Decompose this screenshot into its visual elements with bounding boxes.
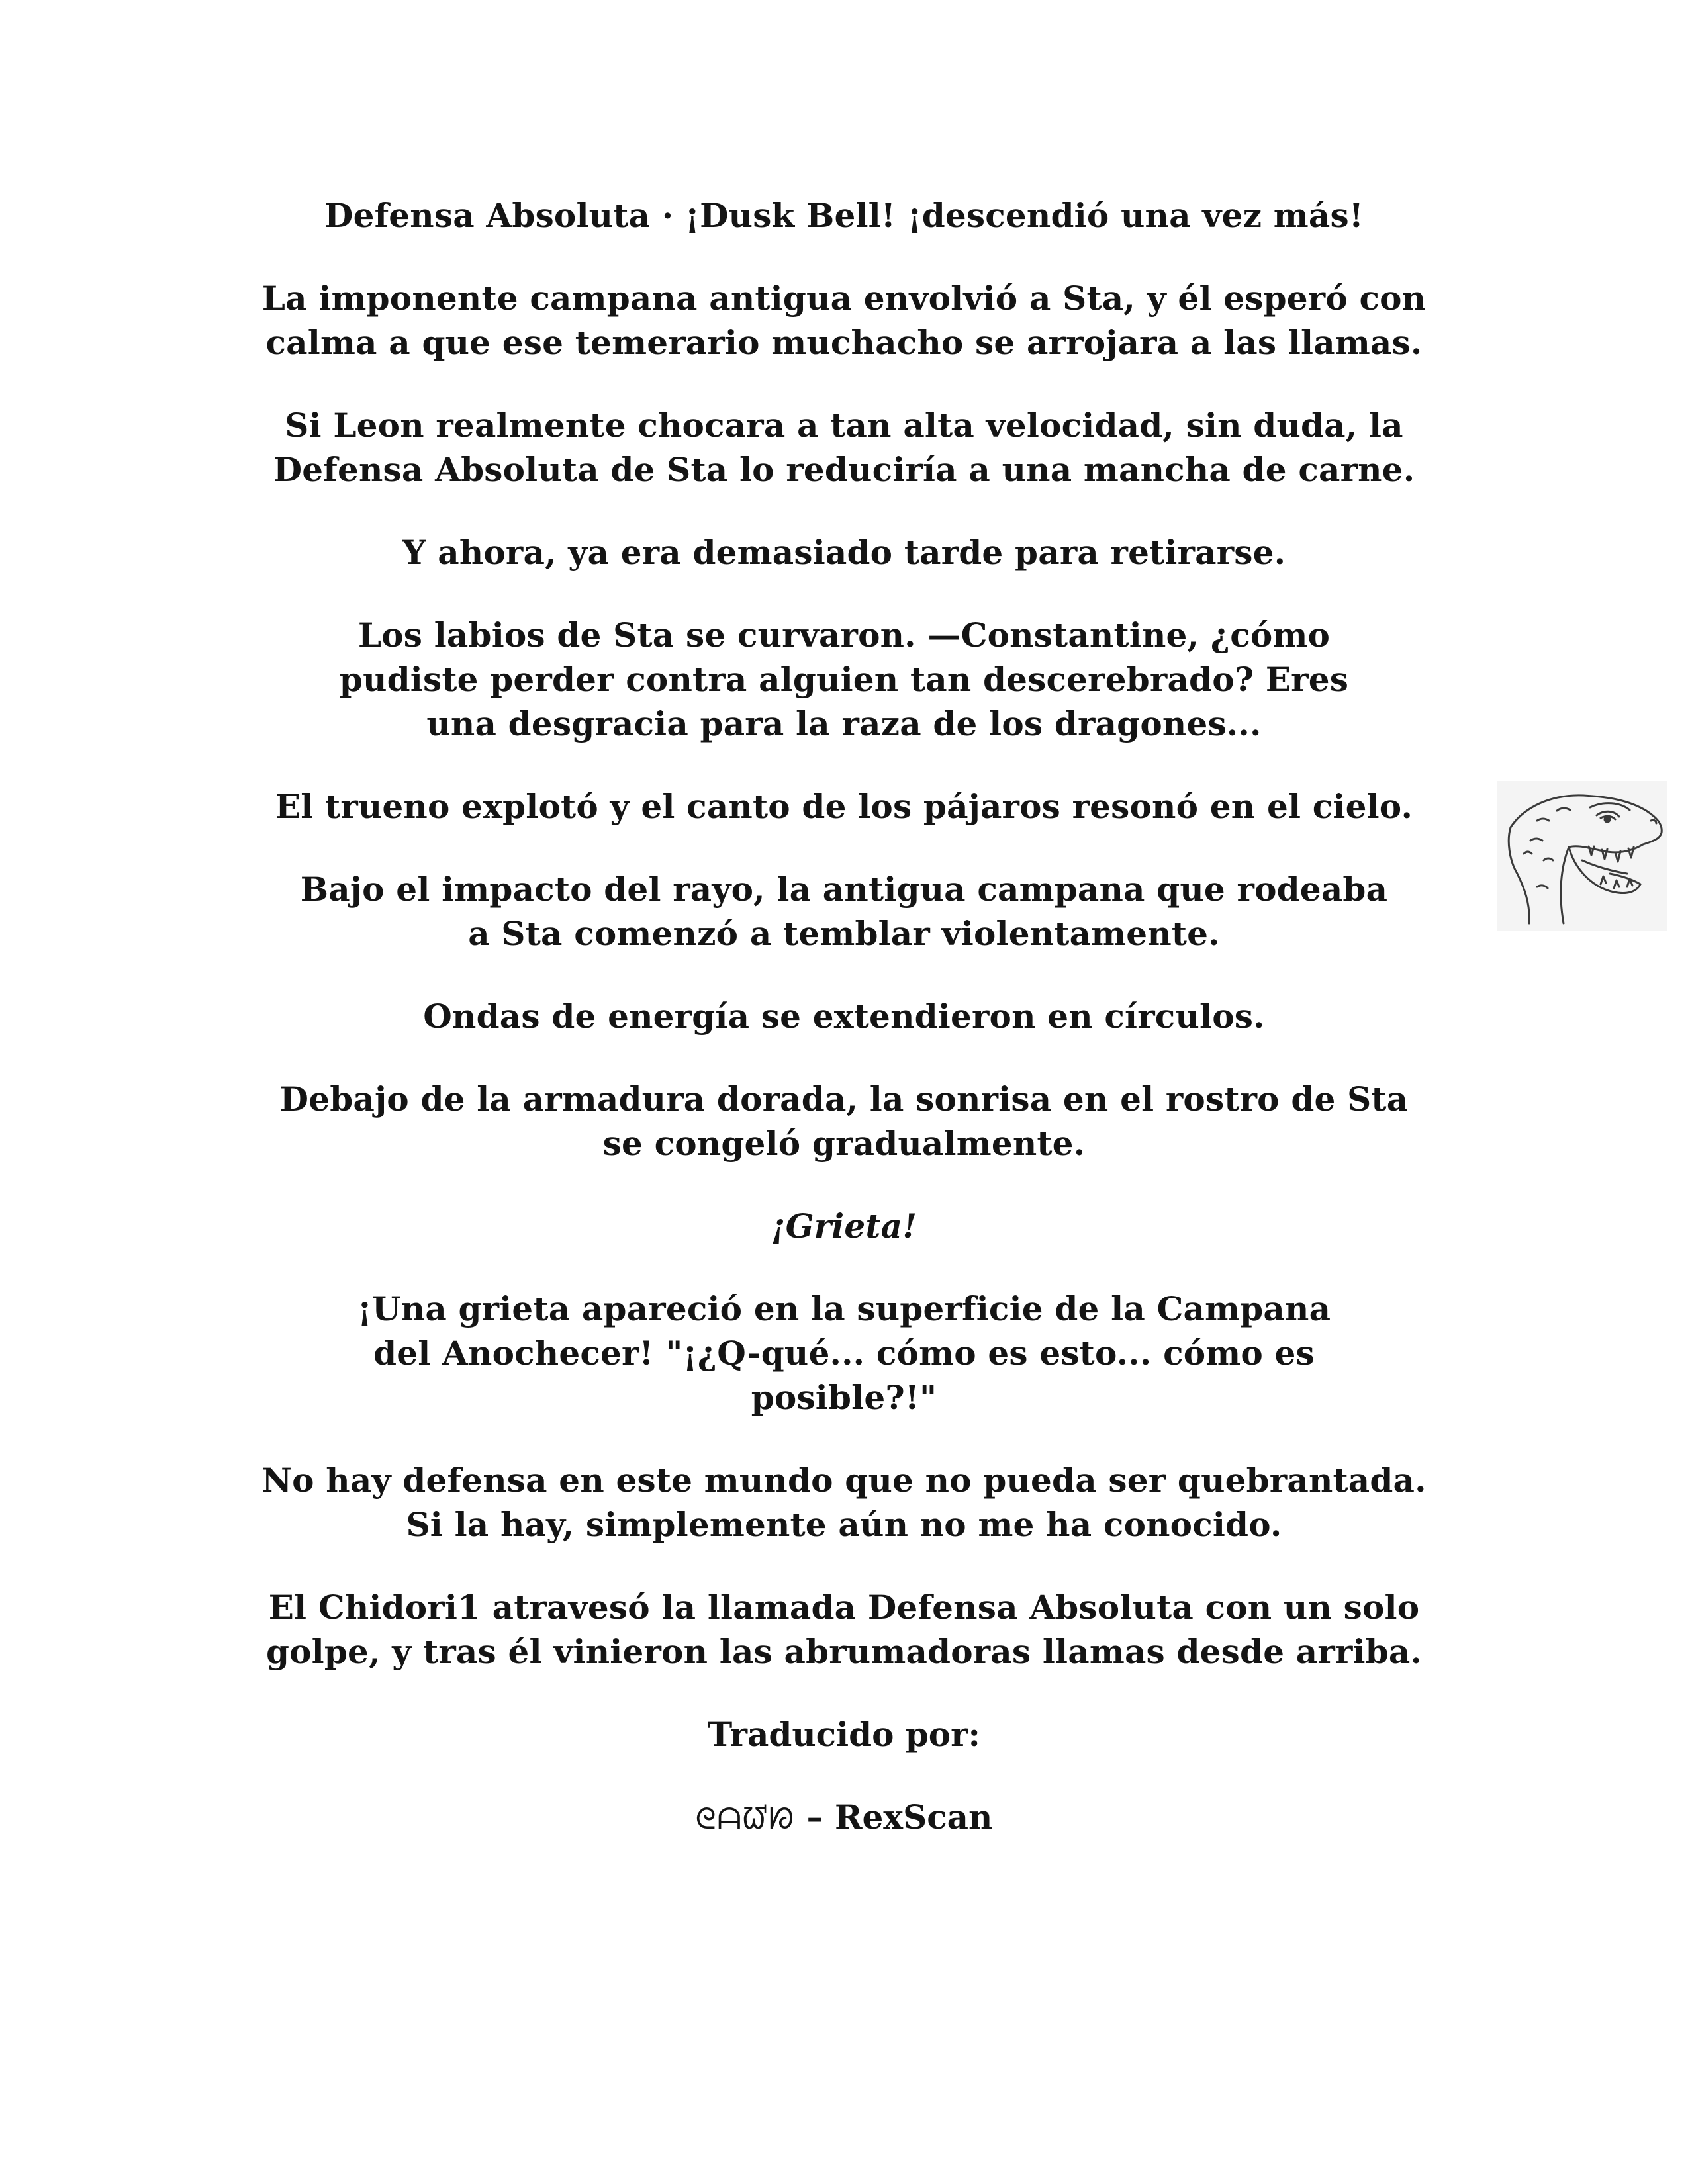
translator-name: ᘓᗩᘺᘗ <box>695 1802 796 1836</box>
paragraph-8: Ondas de energía se extendieron en círculos. <box>423 997 1265 1036</box>
credit-line <box>225 1795 1463 1841</box>
paragraph-5: Los labios de Sta se curvaron. —Constantine, ¿cómo pudiste perder contra alguien tan descerebrado? Eres una desgracia para la raza de los dragones... <box>339 615 1349 743</box>
document-body <box>225 193 1463 1841</box>
group-name: RexScan <box>834 1797 993 1837</box>
paragraph-12: No hay defensa en este mundo que no pueda ser quebrantada. Si la hay, simplemente aún no me ha conocido. <box>261 1461 1427 1544</box>
credit-separator: – <box>806 1797 823 1837</box>
paragraph-10: ¡Grieta! <box>771 1206 917 1246</box>
paragraph-4: Y ahora, ya era demasiado tarde para retirarse. <box>402 533 1286 572</box>
paragraph-1: Defensa Absoluta · ¡Dusk Bell! ¡descendió una vez más! <box>324 196 1364 235</box>
paragraph-2: La imponente campana antigua envolvió a Sta, y él esperó con calma a que ese temerario muchacho se arrojara a las llamas. <box>261 279 1427 362</box>
paragraph-11: ¡Una grieta apareció en la superficie de la Campana del Anochecer! "¡¿Q-qué... cómo es esto... cómo es posible?!" <box>357 1289 1331 1417</box>
paragraph-7: Bajo el impacto del rayo, la antigua campana que rodeaba a Sta comenzó a temblar violentamente. <box>300 870 1388 953</box>
dinosaur-head-icon <box>1497 781 1667 931</box>
paragraph-6: El trueno explotó y el canto de los pájaros resonó en el cielo. <box>275 787 1413 826</box>
paragraph-13: El Chidori1 atravesó la llamada Defensa Absoluta con un solo golpe, y tras él vinieron las abrumadoras llamas desde arriba. <box>265 1588 1423 1671</box>
paragraph-3: Si Leon realmente chocara a tan alta velocidad, sin duda, la Defensa Absoluta de Sta lo reduciría a una mancha de carne. <box>273 406 1415 489</box>
credit-label: Traducido por: <box>708 1715 980 1754</box>
paragraph-9: Debajo de la armadura dorada, la sonrisa en el rostro de Sta se congeló gradualmente. <box>279 1079 1409 1163</box>
